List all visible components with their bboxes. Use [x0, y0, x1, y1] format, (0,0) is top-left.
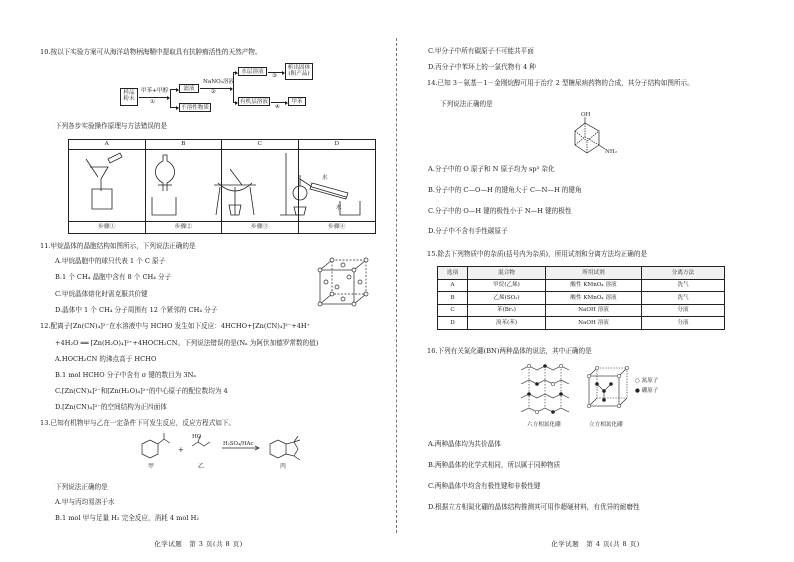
benzene-ring-bing	[270, 440, 286, 458]
aminoadamantanol-structure	[567, 113, 617, 159]
row-b-reagent: 酸性 KMnO₄ 溶液	[546, 292, 642, 305]
water-label-in: 水	[322, 175, 328, 181]
q16-option-b: B.两种晶体的化学式相同，所以属于同种物质	[428, 461, 561, 469]
row-c-method: 分液	[642, 304, 725, 317]
q14-option-a: A.分子中的 O 原子和 N 原子均为 sp³ 杂化	[428, 165, 555, 173]
flow-arrow-1	[139, 97, 169, 98]
flow-step1: ①	[150, 99, 156, 105]
q13-condition: H₂SO₄/HAc	[223, 441, 254, 447]
separatory-funnel-icon	[155, 155, 174, 191]
flow-split-1	[170, 89, 171, 107]
q16-option-d: D.根据立方相氮化硼的晶体结构推测其可用作超硬材料，有优异的耐磨性	[428, 503, 640, 511]
q14-option-d: D.分子中不含有手性碳原子	[428, 227, 508, 235]
methane-unit-cell-diagram	[316, 256, 372, 306]
q11-option-d: D.晶体中 1 个 CH₄ 分子周围有 12 个紧邻的 CH₄ 分子	[55, 306, 218, 314]
q14-option-c: C.分子中的 O—H 键的极性小于 N—H 键的极性	[428, 207, 572, 215]
row-a-reagent: 酸性 KMnO₄ 溶液	[546, 279, 642, 292]
q14-prompt: 下列说法正确的是	[440, 100, 493, 108]
row-c-option: C	[438, 304, 468, 317]
q13-stem: 13.已知有机物甲与乙在一定条件下可发生反应，反应方程式如下。	[40, 419, 236, 427]
header-method: 分离方法	[642, 267, 725, 280]
svg-text:+: +	[178, 446, 184, 454]
row-a-method: 洗气	[642, 279, 725, 292]
flow-sample-box	[120, 88, 138, 106]
q10-stem: 10.按以下实验方案可从海洋动物柄海鞘中提取具有抗肿瘤活性的天然产物。	[40, 48, 262, 56]
beaker-b-icon	[152, 197, 176, 215]
table-row	[438, 317, 725, 330]
flow-product-line1: 析出固体	[287, 64, 311, 71]
alcohol-lamp-d-icon	[294, 207, 306, 215]
col-header-b: B	[146, 140, 223, 150]
flow-arrow-1a	[170, 89, 178, 90]
header-option: 选项	[438, 267, 468, 280]
q12-option-b: B.1 mol HCHO 分子中含有 σ 键的数目为 3Nₐ	[55, 371, 196, 379]
flow-arrow-4	[271, 102, 287, 103]
row-c-reagent: NaOH 溶液	[546, 304, 642, 317]
row-a-mixture: 甲烷(乙烯)	[468, 279, 546, 292]
table-row	[438, 279, 725, 292]
row-d-option: D	[438, 317, 468, 330]
flow-arrow-2b	[233, 102, 237, 103]
flow-sample-line2: 粉末	[123, 95, 135, 102]
glass-rod-c-icon	[230, 169, 242, 185]
cubic-bn-label: 立方相氮化硼	[589, 422, 623, 428]
flow-aqueous-box: 水层溶液	[238, 67, 267, 76]
nitrogen-legend: ○ 氮原子	[635, 378, 659, 384]
q14-option-b: B.分子中的 C—O—H 的键角大于 C—N—H 的键角	[428, 186, 582, 194]
q13-label-yi: 乙	[198, 463, 205, 470]
flow-arrow-2a	[233, 72, 237, 73]
beaker-a-icon	[92, 189, 112, 209]
q13-option-b: B.1 mol 甲与足量 H₂ 完全反应，消耗 4 mol H₂	[55, 514, 199, 522]
boron-legend: ● 硼原子	[635, 388, 659, 394]
q10-table-prompt: 下列各步实验操作原理与方法错误的是	[55, 122, 168, 130]
row-b-mixture: 乙烯(SO₂)	[468, 292, 546, 305]
benzene-ring-jia	[142, 440, 158, 458]
q15-stem: 15.除去下列物质中的杂质(括号内为杂质)，所用试剂和分离方法均正确的是	[427, 250, 648, 258]
flow-insoluble-box: 不溶性物质	[179, 103, 211, 112]
distillation-flask-icon	[293, 186, 307, 200]
q13-label-bing: 丙	[280, 463, 287, 470]
header-reagent: 所用试剂	[546, 267, 642, 280]
table-row	[438, 292, 725, 305]
pouring-beaker-a-icon	[108, 153, 122, 163]
q13-option-a: A.甲与丙均易溶于水	[55, 498, 115, 506]
q12-option-d: D.[Zn(CN)₄]²⁻的空间结构为正四面体	[55, 403, 167, 411]
step-label-c: 步骤③	[222, 222, 299, 233]
row-d-method: 分液	[642, 317, 725, 330]
q13-option-c: C.甲分子中所有碳原子不可能共平面	[428, 47, 534, 55]
funnel-a-icon	[90, 167, 108, 191]
row-b-option: B	[438, 292, 468, 305]
step-label-a: 步骤①	[69, 222, 146, 233]
glass-rod-a-icon	[86, 159, 98, 177]
q13-reaction-scheme	[130, 430, 320, 472]
q13-ho-label: HO	[192, 434, 202, 440]
q11-option-c: C.甲烷晶体熔化时需克服共价键	[55, 290, 148, 298]
left-page-footer: 化学试题 第 3 页(共 8 页)	[154, 539, 243, 548]
flow-product-line2: (粗产品)	[288, 70, 310, 77]
q16-option-c: C.两种晶体中均含有极性键和非极性键	[428, 482, 541, 490]
flow-toluene-box: 甲苯	[288, 97, 306, 106]
nh2-label: NH₂	[605, 149, 618, 155]
q15-table	[437, 266, 725, 330]
col-header-d: D	[299, 140, 376, 150]
q12-option-a: A.HOCH₂CN 的沸点高于 HCHO	[55, 355, 157, 363]
flow-sample-line1: 样品	[123, 89, 135, 96]
q11-stem: 11.甲烷晶体的晶胞结构如图所示，下列说法正确的是	[40, 242, 196, 250]
flow-split-2	[233, 72, 234, 102]
q16-option-a: A.两种晶体均为共价晶体	[428, 440, 501, 448]
col-header-a: A	[69, 140, 146, 150]
header-mixture: 混合物	[468, 267, 546, 280]
q12-stem-line1: 12.配离子[Zn(CN)₄]²⁻在水溶液中与 HCHO 发生如下反应：4HCHO+[Zn(CN)₄]²⁻+4H⁺	[40, 322, 311, 330]
q11-option-a: A.甲烷晶胞中的球只代表 1 个 C 原子	[55, 257, 166, 265]
step-label-d: 步骤④	[328, 224, 346, 231]
receiving-flask-icon	[340, 201, 360, 215]
flow-arrow-1b	[170, 107, 178, 108]
flow-step4: ④	[275, 104, 281, 110]
step-label-b: 步骤②	[146, 222, 223, 233]
q10-apparatus-drawings	[68, 149, 376, 223]
q13-option-d: D.丙分子中苯环上的一氯代物有 4 种	[428, 63, 536, 71]
hexagonal-bn-label: 六方相氮化硼	[527, 422, 561, 428]
tripod-icon	[216, 187, 254, 215]
table-row	[438, 304, 725, 317]
q12-stem-line2: +4H₂O ══ [Zn(H₂O)₄]²⁺+4HOCH₂CN。下列说法错误的是(Nₐ 为阿伏加德罗常数的值)	[55, 339, 319, 347]
q13-prompt: 下列说法正确的是	[55, 483, 108, 491]
q13-label-jia: 甲	[148, 463, 155, 470]
oh-label: OH	[581, 112, 591, 118]
q11-option-b: B.1 个 CH₄ 晶胞中含有 8 个 CH₄ 分子	[55, 273, 172, 281]
flow-filtrate-box: 滤液	[179, 84, 199, 93]
table-header-row	[438, 267, 725, 280]
row-c-mixture: 苯(Br₂)	[468, 304, 546, 317]
q12-option-c: C.[Zn(CN)₄]²⁻和[Zn(H₂O)₄]²⁺的中心原子的配位数均为 4	[55, 387, 228, 395]
row-d-mixture: 溴苯(苯)	[468, 317, 546, 330]
water-label-out: 水	[336, 205, 342, 211]
flow-step3: ③	[272, 73, 278, 79]
row-b-method: 洗气	[642, 292, 725, 305]
right-page-footer: 化学试题 第 4 页(共 8 页)	[551, 539, 640, 548]
flow-step2: ②	[211, 89, 217, 95]
flow-reagent2: NaNO₃溶液	[203, 79, 235, 85]
row-a-option: A	[438, 279, 468, 292]
col-header-c: C	[222, 140, 299, 150]
flow-organic-box: 有机层溶液	[238, 97, 270, 106]
q16-stem: 16.下列有关氮化硼(BN)两种晶体的说法，其中正确的是	[427, 347, 592, 355]
iron-stand-icon	[280, 153, 300, 215]
q14-stem: 14.已知 3－氨基－1－金刚烷醇可用于治疗 2 型糖尿病药物的合成，其分子结构如图所示。	[427, 79, 694, 87]
flow-product-box	[285, 63, 313, 80]
flow-reagent1: 甲苯+甲醇	[141, 88, 169, 94]
row-d-reagent: NaOH 溶液	[546, 317, 642, 330]
